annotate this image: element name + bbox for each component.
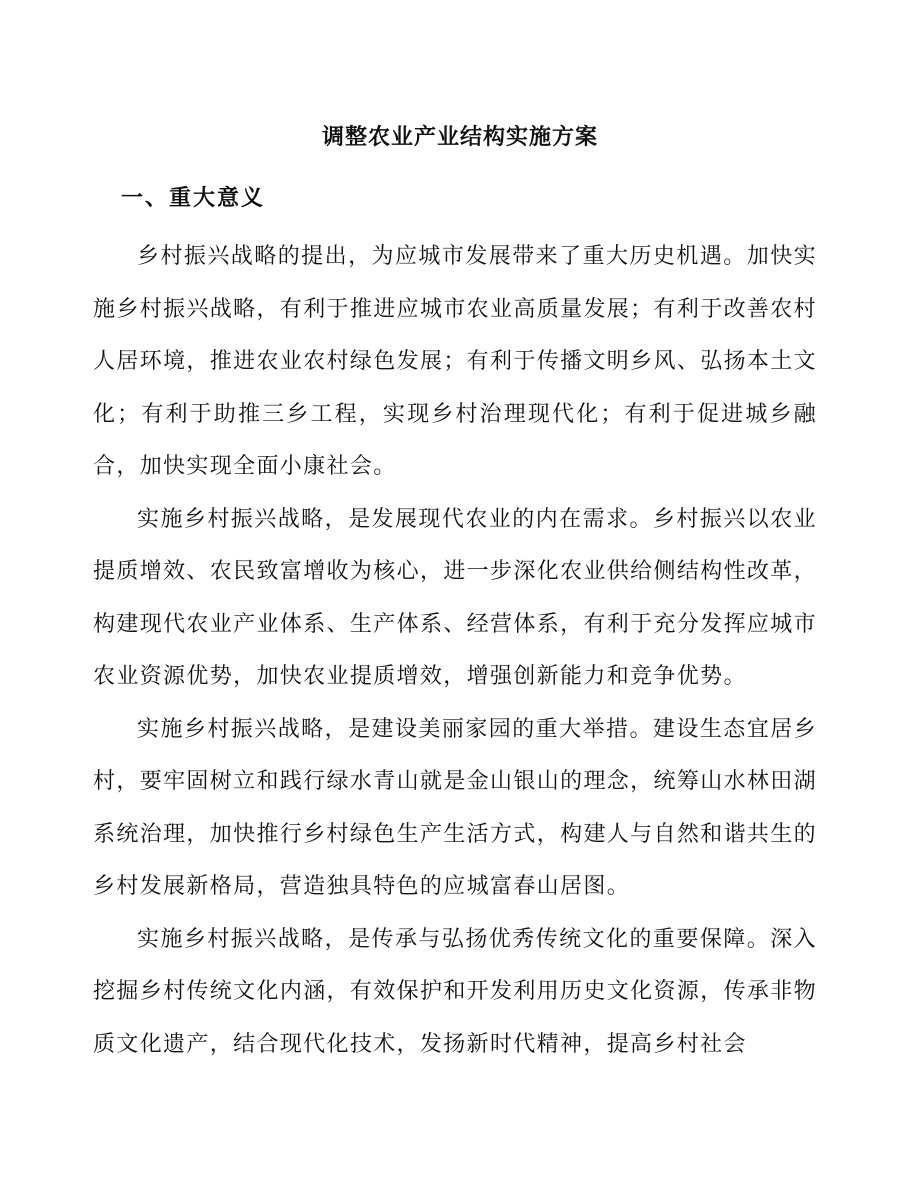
paragraph-2: 实施乡村振兴战略，是发展现代农业的内在需求。乡村振兴以农业提质增效、农民致富增收为核心，进一步深化农业供给侧结构性改革，构建现代农业产业体系、生产体系、经营体系，有利于充分发挥应城市农业资源优势，加快农业提质增效，增强创新能力和竞争优势。 bbox=[93, 506, 817, 689]
paragraph-4: 实施乡村振兴战略，是传承与弘扬优秀传统文化的重要保障。深入挖掘乡村传统文化内涵，有效保护和开发利用历史文化资源，传承非物质文化遗产，结合现代化技术，发扬新时代精神，提高乡村社会 bbox=[93, 926, 817, 1057]
section-heading: 一、重大意义 bbox=[121, 185, 266, 211]
document-body bbox=[93, 231, 817, 1071]
paragraph-3: 实施乡村振兴战略，是建设美丽家园的重大举措。建设生态宜居乡村，要牢固树立和践行绿水青山就是金山银山的理念，统筹山水林田湖系统治理，加快推行乡村绿色生产生活方式，构建人与自然和谐共生的乡村发展新格局，营造独具特色的应城富春山居图。 bbox=[93, 716, 817, 899]
paragraph-1: 乡村振兴战略的提出，为应城市发展带来了重大历史机遇。加快实施乡村振兴战略，有利于推进应城市农业高质量发展；有利于改善农村人居环境，推进农业农村绿色发展；有利于传播文明乡风、弘扬本土文化；有利于助推三乡工程，实现乡村治理现代化；有利于促进城乡融合，加快实现全面小康社会。 bbox=[93, 244, 817, 479]
document-title: 调整农业产业结构实施方案 bbox=[321, 124, 598, 150]
